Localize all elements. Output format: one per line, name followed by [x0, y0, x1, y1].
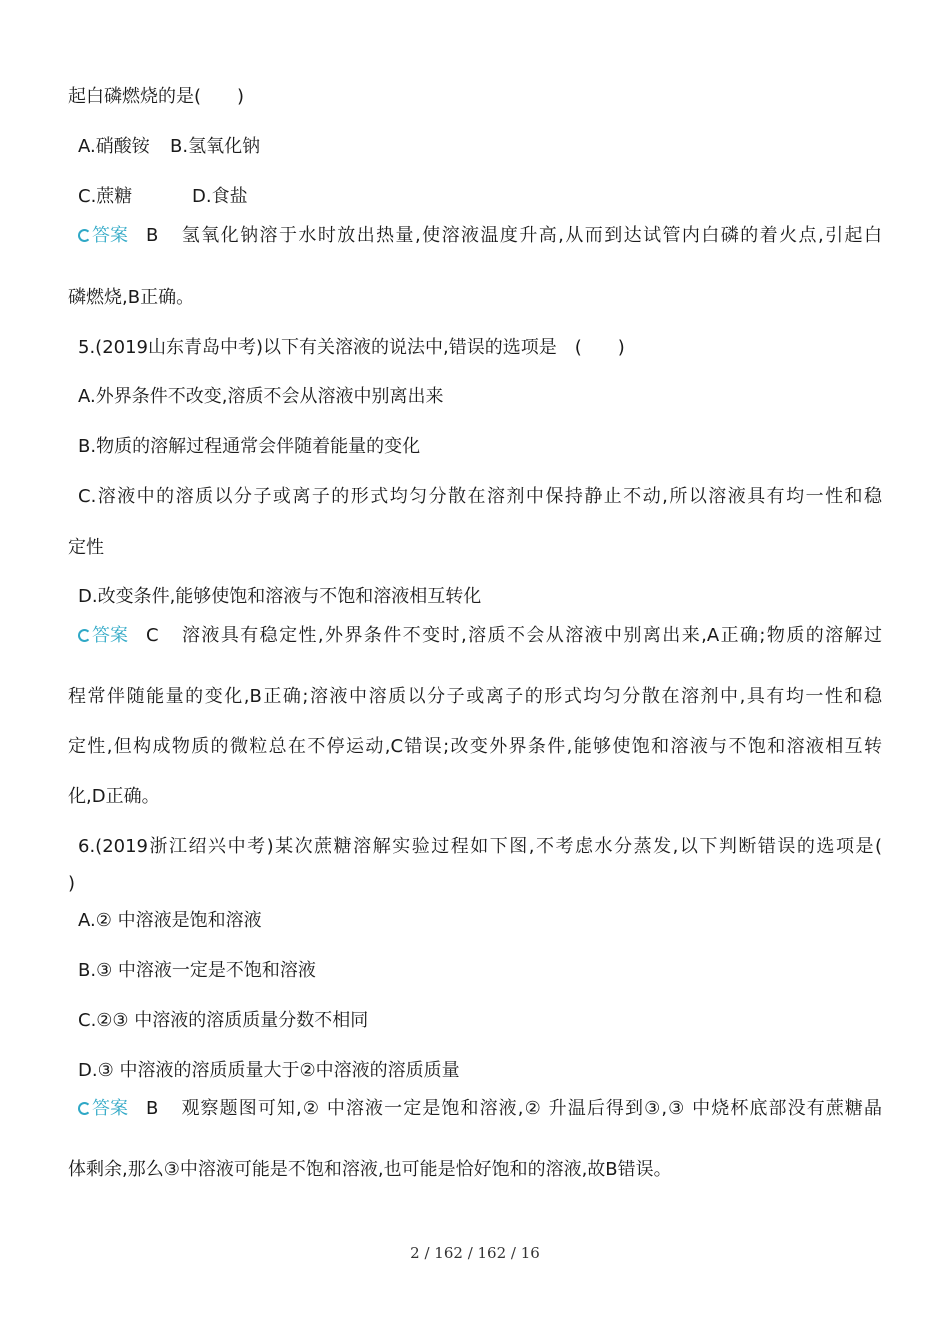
- answer-badge: [78, 624, 128, 648]
- answer-explanation: 溶液具有稳定性,外界条件不变时,溶质不会从溶液中别离出来,A正确;物质的溶解过: [180, 625, 882, 646]
- answer-letter: C: [146, 625, 159, 646]
- answer-icon: [78, 629, 91, 642]
- q6-option-d: D.③ 中溶液的溶质质量大于②中溶液的溶质质量: [78, 1060, 460, 1081]
- answer-label: 答案: [92, 1098, 128, 1119]
- q6-answer-line: [78, 1097, 882, 1121]
- q4-option-a: A.硝酸铵: [78, 136, 150, 157]
- answer-icon: [78, 1102, 91, 1115]
- q5-option-c-line2: 定性: [68, 537, 104, 558]
- page-number: 2 / 162 / 162 / 16: [410, 1244, 540, 1262]
- q5-option-a: A.外界条件不改变,溶质不会从溶液中别离出来: [78, 386, 444, 407]
- answer-badge: [78, 1097, 128, 1121]
- q4-explanation-line2: 磷燃烧,B正确。: [68, 287, 195, 308]
- q5-explanation-line4: 化,D正确。: [68, 786, 160, 807]
- answer-letter: B: [146, 225, 159, 246]
- answer-letter: B: [146, 1098, 159, 1119]
- answer-explanation: 氢氧化钠溶于水时放出热量,使溶液温度升高,从而到达试管内白磷的着火点,引起白: [180, 225, 882, 246]
- q6-option-c: C.②③ 中溶液的溶质质量分数不相同: [78, 1010, 369, 1031]
- q5-explanation-line2: 程常伴随能量的变化,B正确;溶液中溶质以分子或离子的形式均匀分散在溶剂中,具有均一性和稳: [68, 686, 882, 707]
- q5-option-b: B.物质的溶解过程通常会伴随着能量的变化: [78, 436, 421, 457]
- q6-stem-line2: ): [68, 873, 76, 894]
- answer-explanation: 观察题图可知,② 中溶液一定是饱和溶液,② 升温后得到③,③ 中烧杯底部没有蔗糖晶: [180, 1098, 882, 1119]
- q5-stem: 5.(2019山东青岛中考)以下有关溶液的说法中,错误的选项是 ( ): [78, 337, 625, 358]
- answer-icon: [78, 229, 91, 242]
- answer-badge: [78, 224, 128, 248]
- q6-option-a: A.② 中溶液是饱和溶液: [78, 910, 262, 931]
- q5-option-d: D.改变条件,能够使饱和溶液与不饱和溶液相互转化: [78, 586, 482, 607]
- q6-stem-line1: 6.(2019浙江绍兴中考)某次蔗糖溶解实验过程如下图,不考虑水分蒸发,以下判断错误的选项是(: [78, 836, 882, 857]
- q4-option-b: B.氢氧化钠: [170, 136, 261, 157]
- answer-label: 答案: [92, 625, 128, 646]
- q4-option-d: D.食盐: [192, 186, 248, 207]
- q6-option-b: B.③ 中溶液一定是不饱和溶液: [78, 960, 316, 981]
- q5-option-c-line1: C.溶液中的溶质以分子或离子的形式均匀分散在溶剂中保持静止不动,所以溶液具有均一性和稳: [78, 486, 882, 507]
- q6-explanation-line2: 体剩余,那么③中溶液可能是不饱和溶液,也可能是恰好饱和的溶液,故B错误。: [68, 1159, 672, 1180]
- q5-answer-line: [78, 624, 882, 648]
- q4-option-c: C.蔗糖: [78, 186, 133, 207]
- answer-label: 答案: [92, 225, 128, 246]
- q5-explanation-line3: 定性,但构成物质的微粒总在不停运动,C错误;改变外界条件,能够使饱和溶液与不饱和溶液相互转: [68, 736, 882, 757]
- q4-stem-tail: 起白磷燃烧的是( ): [68, 86, 245, 107]
- q4-answer-line: [78, 224, 882, 248]
